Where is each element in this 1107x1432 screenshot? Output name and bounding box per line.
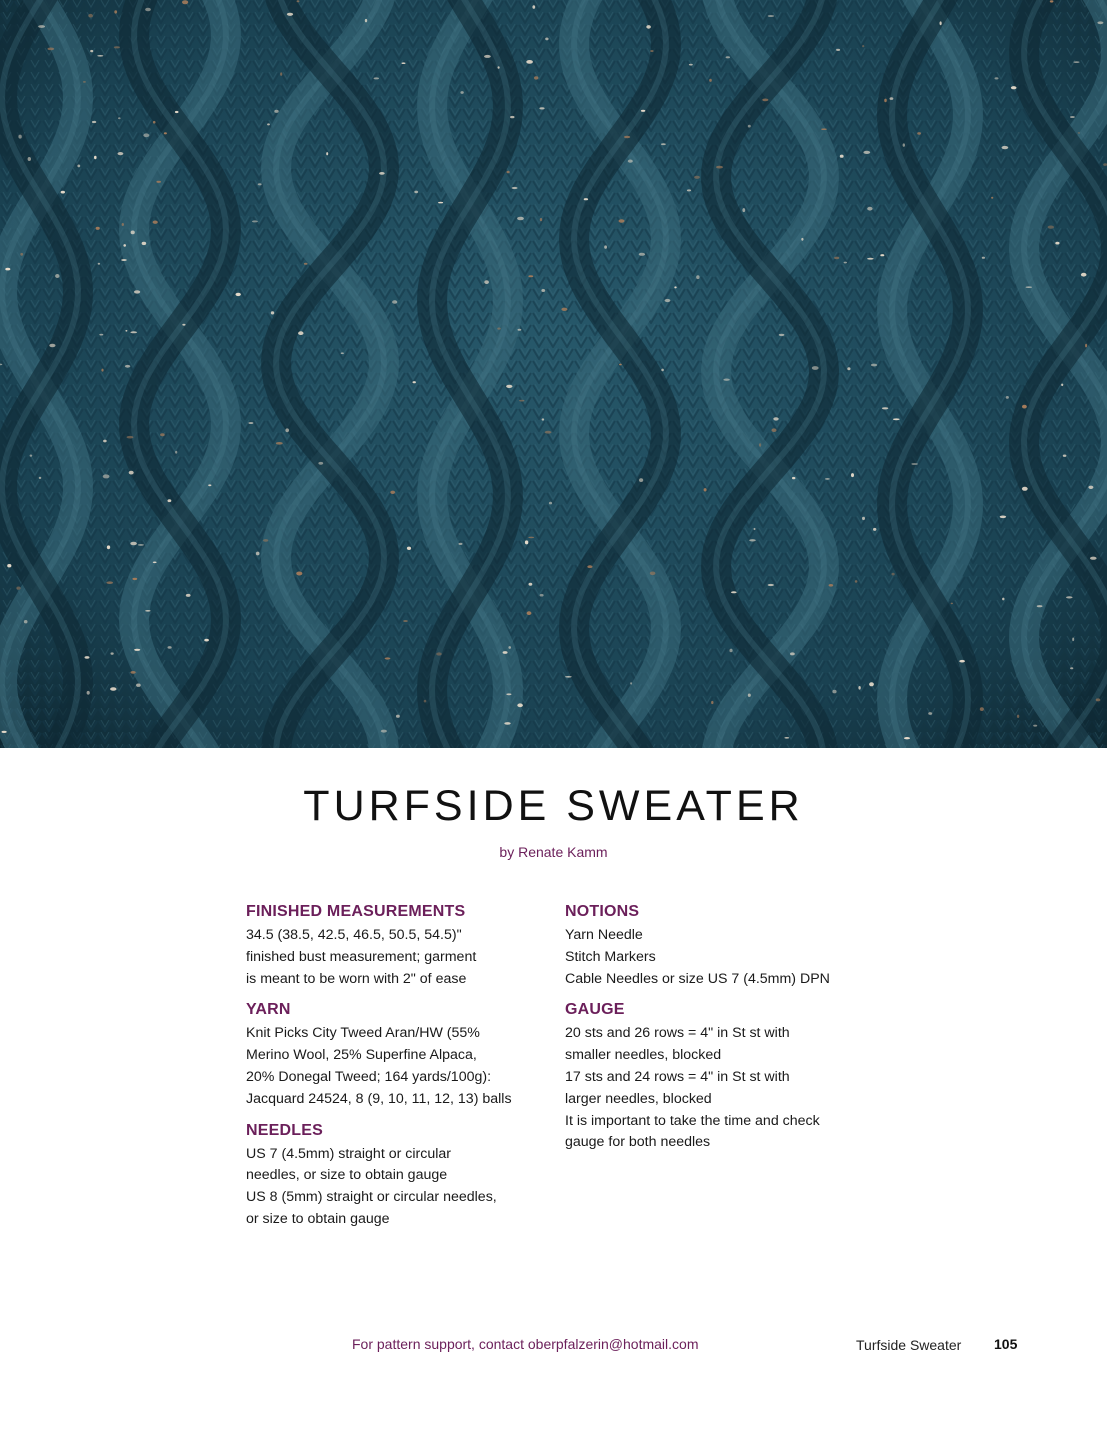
tweed-fleck xyxy=(646,25,651,29)
tweed-fleck xyxy=(624,136,630,138)
tweed-fleck xyxy=(759,443,761,446)
tweed-fleck xyxy=(153,562,157,564)
tweed-fleck xyxy=(379,172,385,175)
tweed-fleck xyxy=(768,584,774,586)
tweed-fleck xyxy=(1033,725,1037,727)
tweed-fleck xyxy=(834,257,839,260)
tweed-fleck xyxy=(587,565,592,568)
tweed-fleck xyxy=(39,477,42,479)
tweed-fleck xyxy=(503,651,508,654)
tweed-fleck xyxy=(459,543,463,545)
tweed-fleck xyxy=(106,581,113,584)
section-line: 34.5 (38.5, 42.5, 46.5, 50.5, 54.5)" xyxy=(246,927,462,943)
tweed-fleck xyxy=(890,97,894,100)
tweed-fleck xyxy=(103,440,107,443)
tweed-fleck xyxy=(134,290,140,293)
tweed-fleck xyxy=(565,676,572,678)
tweed-fleck xyxy=(884,99,887,103)
tweed-fleck xyxy=(532,5,535,9)
tweed-fleck xyxy=(762,99,768,102)
tweed-fleck xyxy=(1066,596,1073,598)
tweed-fleck xyxy=(1050,0,1054,2)
tweed-fleck xyxy=(143,133,149,137)
tweed-fleck xyxy=(132,578,137,580)
tweed-fleck xyxy=(1097,21,1103,24)
section-heading: GAUGE xyxy=(565,1001,625,1019)
tweed-fleck xyxy=(1026,286,1033,288)
tweed-fleck xyxy=(130,331,137,333)
tweed-fleck xyxy=(748,125,751,128)
section-line: Stitch Markers xyxy=(565,948,656,965)
tweed-fleck xyxy=(168,646,172,649)
specs-left-column xyxy=(246,901,546,1240)
tweed-fleck xyxy=(812,366,819,370)
tweed-fleck xyxy=(438,202,443,204)
tweed-fleck xyxy=(862,45,864,47)
tweed-fleck xyxy=(772,428,777,432)
tweed-fleck xyxy=(855,580,858,583)
tweed-fleck xyxy=(628,160,633,163)
section-heading: NOTIONS xyxy=(565,903,640,920)
tweed-fleck xyxy=(661,369,664,372)
tweed-fleck xyxy=(341,352,344,354)
tweed-fleck xyxy=(122,223,124,226)
tweed-fleck xyxy=(517,703,523,707)
tweed-fleck xyxy=(527,611,532,615)
tweed-fleck xyxy=(525,540,528,544)
tweed-fleck xyxy=(7,564,11,567)
section-line: finished bust measurement; garment xyxy=(246,948,477,965)
tweed-fleck xyxy=(49,344,55,347)
tweed-fleck xyxy=(784,737,789,739)
tweed-fleck xyxy=(168,499,172,502)
tweed-fleck xyxy=(413,381,416,383)
tweed-fleck xyxy=(858,686,860,690)
tweed-fleck xyxy=(1078,132,1081,134)
tweed-fleck xyxy=(711,701,713,704)
tweed-fleck xyxy=(1022,487,1028,491)
tweed-fleck xyxy=(138,544,144,546)
tweed-fleck xyxy=(125,365,130,368)
tweed-fleck xyxy=(928,712,932,715)
section-line: US 7 (4.5mm) straight or circular xyxy=(246,1145,451,1162)
tweed-fleck xyxy=(252,220,258,222)
section-line: smaller needles, blocked xyxy=(565,1047,722,1064)
pattern-support-contact: For pattern support, contact oberpfalzerin@hotmail.com xyxy=(352,1336,699,1352)
tweed-fleck xyxy=(545,431,552,434)
tweed-fleck xyxy=(661,143,666,145)
tweed-fleck xyxy=(285,428,289,432)
tweed-fleck xyxy=(517,217,524,220)
section-heading: NEEDLES xyxy=(246,1121,323,1139)
section-gauge xyxy=(565,999,885,1154)
tweed-fleck xyxy=(540,218,542,221)
tweed-fleck xyxy=(959,660,965,663)
tweed-fleck xyxy=(94,156,97,159)
tweed-fleck xyxy=(88,14,93,18)
tweed-fleck xyxy=(182,324,185,326)
tweed-fleck xyxy=(1000,516,1006,519)
tweed-fleck xyxy=(1002,598,1004,601)
tweed-fleck xyxy=(630,682,632,684)
tweed-fleck xyxy=(529,583,533,586)
tweed-fleck xyxy=(836,49,840,51)
tweed-fleck xyxy=(1096,698,1101,701)
pattern-title: TURFSIDE SWEATER xyxy=(303,782,804,830)
tweed-fleck xyxy=(99,334,103,336)
tweed-fleck xyxy=(995,77,999,79)
tweed-fleck xyxy=(61,191,65,194)
tweed-fleck xyxy=(893,418,900,420)
section-line: Cable Needles or size US 7 (4.5mm) DPN xyxy=(565,970,830,987)
tweed-fleck xyxy=(1081,273,1087,277)
tweed-fleck xyxy=(111,652,114,654)
tweed-fleck xyxy=(28,157,31,161)
tweed-fleck xyxy=(2,731,7,733)
tweed-fleck xyxy=(821,128,827,130)
tweed-fleck xyxy=(510,116,514,118)
tweed-fleck xyxy=(118,152,124,155)
tweed-fleck xyxy=(792,477,795,479)
tweed-fleck xyxy=(694,176,700,179)
tweed-fleck xyxy=(507,171,510,174)
tweed-fleck xyxy=(604,245,607,248)
tweed-fleck xyxy=(1073,61,1079,63)
tweed-fleck xyxy=(867,258,874,260)
section-line: Knit Picks City Tweed Aran/HW (55% xyxy=(246,1025,480,1042)
tweed-fleck xyxy=(18,135,21,139)
tweed-fleck xyxy=(892,573,895,576)
tweed-fleck xyxy=(1011,86,1017,89)
tweed-fleck xyxy=(204,639,209,642)
tweed-fleck xyxy=(1088,486,1093,489)
section-line: 17 sts and 24 rows = 4" in St st with xyxy=(565,1068,790,1085)
tweed-fleck xyxy=(542,418,545,420)
tweed-fleck xyxy=(829,584,834,587)
tweed-fleck xyxy=(30,455,33,457)
tweed-fleck xyxy=(276,442,283,445)
section-line: Merino Wool, 25% Superfine Alpaca, xyxy=(246,1047,477,1064)
section-line: larger needles, blocked xyxy=(565,1090,712,1107)
tweed-fleck xyxy=(484,55,491,58)
tweed-fleck xyxy=(90,50,93,52)
tweed-fleck xyxy=(83,81,86,83)
tweed-fleck xyxy=(402,62,406,64)
tweed-fleck xyxy=(506,693,511,695)
tweed-fleck xyxy=(508,646,511,649)
tweed-fleck xyxy=(16,587,20,590)
tweed-fleck xyxy=(390,491,395,494)
tweed-fleck xyxy=(153,221,158,224)
tweed-fleck xyxy=(801,238,803,241)
tweed-fleck xyxy=(674,286,676,288)
tweed-fleck xyxy=(504,722,510,725)
tweed-fleck xyxy=(87,691,90,695)
tweed-fleck xyxy=(130,671,135,674)
tweed-fleck xyxy=(665,299,671,302)
tweed-fleck xyxy=(153,121,156,124)
tweed-fleck xyxy=(689,64,693,66)
tweed-fleck xyxy=(540,594,544,597)
tweed-fleck xyxy=(518,329,522,331)
tweed-fleck xyxy=(641,110,645,112)
tweed-fleck xyxy=(534,76,538,79)
tweed-fleck xyxy=(867,207,872,211)
tweed-fleck xyxy=(871,364,877,367)
tweed-fleck xyxy=(584,198,588,200)
tweed-fleck xyxy=(650,50,653,52)
tweed-fleck xyxy=(991,197,993,199)
tweed-fleck xyxy=(687,189,691,191)
tweed-fleck xyxy=(528,275,533,277)
tweed-fleck xyxy=(92,121,96,123)
tweed-fleck xyxy=(160,433,165,436)
tweed-fleck xyxy=(424,700,427,703)
tweed-fleck xyxy=(729,649,732,653)
tweed-fleck xyxy=(182,0,188,4)
tweed-fleck xyxy=(47,48,54,51)
tweed-fleck xyxy=(256,552,260,556)
tweed-fleck xyxy=(208,484,211,486)
tweed-fleck xyxy=(1063,455,1067,457)
tweed-fleck xyxy=(1085,344,1087,348)
specs-right-column xyxy=(565,901,885,1163)
tweed-fleck xyxy=(904,737,910,739)
tweed-fleck xyxy=(1055,242,1059,245)
tweed-fleck xyxy=(982,257,985,259)
tweed-fleck xyxy=(1017,715,1019,718)
tweed-fleck xyxy=(704,488,707,491)
tweed-fleck xyxy=(134,649,140,651)
tweed-fleck xyxy=(123,244,126,247)
tweed-fleck xyxy=(407,547,411,550)
section-line: or size to obtain gauge xyxy=(246,1210,390,1227)
section-line: 20% Donegal Tweed; 164 yards/100g): xyxy=(246,1068,492,1085)
tweed-fleck xyxy=(650,572,656,576)
tweed-fleck xyxy=(1090,557,1097,560)
section-notions xyxy=(565,901,885,990)
tweed-fleck xyxy=(414,191,418,194)
tweed-fleck xyxy=(381,730,387,733)
tweed-fleck xyxy=(460,91,463,94)
tweed-fleck xyxy=(773,417,778,420)
tweed-fleck xyxy=(121,259,127,261)
tweed-fleck xyxy=(951,603,953,605)
tweed-fleck xyxy=(742,208,745,212)
page-number: 105 xyxy=(994,1336,1018,1352)
tweed-fleck xyxy=(296,572,302,576)
tweed-fleck xyxy=(749,539,756,541)
tweed-fleck xyxy=(869,682,874,686)
tweed-fleck xyxy=(561,308,567,311)
tweed-fleck xyxy=(136,684,141,687)
tweed-fleck xyxy=(374,77,379,79)
tweed-fleck xyxy=(103,474,110,478)
tweed-fleck xyxy=(768,15,774,17)
section-heading: YARN xyxy=(246,1001,291,1019)
tweed-fleck xyxy=(55,274,59,278)
tweed-fleck xyxy=(940,21,942,25)
tweed-fleck xyxy=(24,620,28,623)
tweed-fleck xyxy=(980,707,984,711)
tweed-fleck xyxy=(731,591,737,593)
tweed-fleck xyxy=(1048,226,1054,229)
tweed-fleck xyxy=(271,311,274,314)
tweed-fleck xyxy=(20,253,23,256)
tweed-fleck xyxy=(541,289,545,292)
section-heading: FINISHED MEASUREMENTS xyxy=(246,903,466,920)
tweed-fleck xyxy=(326,152,328,155)
section-needles xyxy=(246,1120,546,1231)
tweed-fleck xyxy=(825,478,830,480)
tweed-fleck xyxy=(1061,384,1063,387)
tweed-fleck xyxy=(619,219,625,222)
designer-byline: by Renate Kamm xyxy=(499,844,608,860)
section-finished-measurements xyxy=(246,901,546,990)
tweed-fleck xyxy=(130,542,137,546)
tweed-fleck xyxy=(175,451,177,454)
tweed-fleck xyxy=(1072,638,1074,642)
tweed-fleck xyxy=(38,25,45,28)
tweed-fleck xyxy=(779,334,785,336)
tweed-fleck xyxy=(726,56,730,58)
tweed-fleck xyxy=(318,462,323,465)
tweed-fleck xyxy=(5,268,10,271)
tweed-fleck xyxy=(754,528,756,530)
tweed-fleck xyxy=(175,111,179,113)
section-line: Yarn Needle xyxy=(565,927,643,943)
tweed-fleck xyxy=(748,694,751,697)
tweed-fleck xyxy=(298,331,303,335)
section-line: Jacquard 24524, 8 (9, 10, 11, 12, 13) balls xyxy=(246,1090,512,1107)
section-line: 20 sts and 26 rows = 4" in St st with xyxy=(565,1025,790,1042)
section-line: gauge for both needles xyxy=(565,1134,711,1151)
section-line: needles, or size to obtain gauge xyxy=(246,1167,448,1184)
section-line: It is important to take the time and check xyxy=(565,1112,820,1129)
tweed-fleck xyxy=(1002,146,1009,149)
tweed-fleck xyxy=(844,262,847,264)
tweed-fleck xyxy=(403,620,408,622)
tweed-fleck xyxy=(101,369,103,372)
tweed-fleck xyxy=(385,657,391,659)
tweed-fleck xyxy=(880,254,884,256)
tweed-fleck xyxy=(539,107,544,109)
tweed-fleck xyxy=(1006,396,1009,399)
tweed-fleck xyxy=(484,280,489,284)
tweed-fleck xyxy=(498,66,500,69)
tweed-fleck xyxy=(131,231,135,235)
tweed-fleck xyxy=(862,517,865,520)
tweed-fleck xyxy=(107,545,110,549)
tweed-fleck xyxy=(85,656,90,659)
tweed-fleck xyxy=(696,275,699,279)
tweed-fleck xyxy=(365,19,367,22)
tweed-fleck xyxy=(248,422,253,424)
tweed-fleck xyxy=(903,143,905,146)
tweed-fleck xyxy=(497,328,500,330)
tweed-fleck xyxy=(873,528,876,531)
tweed-fleck xyxy=(832,690,836,694)
section-line: is meant to be worn with 2" of ease xyxy=(246,970,467,987)
tweed-fleck xyxy=(96,227,100,230)
tweed-fleck xyxy=(911,463,918,465)
tweed-fleck xyxy=(156,181,161,183)
tweed-fleck xyxy=(145,610,150,612)
tweed-fleck xyxy=(1022,405,1027,409)
tweed-fleck xyxy=(545,38,548,41)
tweed-fleck xyxy=(97,55,103,57)
tweed-fleck xyxy=(392,300,397,304)
running-title: Turfside Sweater xyxy=(856,1337,962,1353)
tweed-fleck xyxy=(1070,116,1075,118)
section-yarn xyxy=(246,999,546,1110)
tweed-fleck xyxy=(847,367,850,370)
tweed-fleck xyxy=(863,151,870,154)
tweed-fleck xyxy=(145,8,151,12)
tweed-fleck xyxy=(851,473,854,477)
tweed-fleck xyxy=(519,400,524,402)
section-line: US 8 (5mm) straight or circular needles, xyxy=(246,1189,497,1206)
tweed-fleck xyxy=(396,715,400,718)
tweed-fleck xyxy=(1037,605,1043,607)
tweed-fleck xyxy=(512,187,518,189)
tweed-fleck xyxy=(98,263,100,265)
tweed-fleck xyxy=(917,132,921,135)
tweed-fleck xyxy=(526,60,533,64)
tweed-fleck xyxy=(723,379,729,381)
tweed-fleck xyxy=(436,652,442,655)
tweed-fleck xyxy=(549,502,552,505)
tweed-fleck xyxy=(506,385,512,388)
tweed-fleck xyxy=(1070,667,1073,669)
tweed-fleck xyxy=(639,253,645,256)
tweed-fleck xyxy=(882,407,888,409)
tweed-fleck xyxy=(164,132,167,134)
tweed-fleck xyxy=(125,330,127,332)
tweed-fleck xyxy=(709,79,712,82)
tweed-fleck xyxy=(304,263,308,265)
tweed-fleck xyxy=(274,110,278,113)
tweed-fleck xyxy=(840,155,844,158)
tweed-fleck xyxy=(186,594,191,597)
tweed-fleck xyxy=(287,13,293,16)
tweed-fleck xyxy=(114,46,120,48)
tweed-fleck xyxy=(790,652,795,655)
tweed-fleck xyxy=(114,10,117,13)
tweed-fleck xyxy=(297,0,300,2)
tweed-fleck xyxy=(639,478,643,482)
tweed-fleck xyxy=(716,166,723,169)
tweed-fleck xyxy=(110,687,116,691)
tweed-fleck xyxy=(619,364,622,366)
tweed-fleck xyxy=(142,242,147,245)
tweed-fleck xyxy=(118,117,121,119)
tweed-fleck xyxy=(258,183,262,185)
tweed-fleck xyxy=(77,165,80,168)
tweed-fleck xyxy=(280,72,282,75)
tweed-fleck xyxy=(267,123,270,125)
tweed-fleck xyxy=(236,293,241,296)
tweed-fleck xyxy=(127,436,134,439)
tweed-fleck xyxy=(129,471,134,475)
tweed-fleck xyxy=(263,539,268,542)
tweed-fleck xyxy=(528,537,534,539)
